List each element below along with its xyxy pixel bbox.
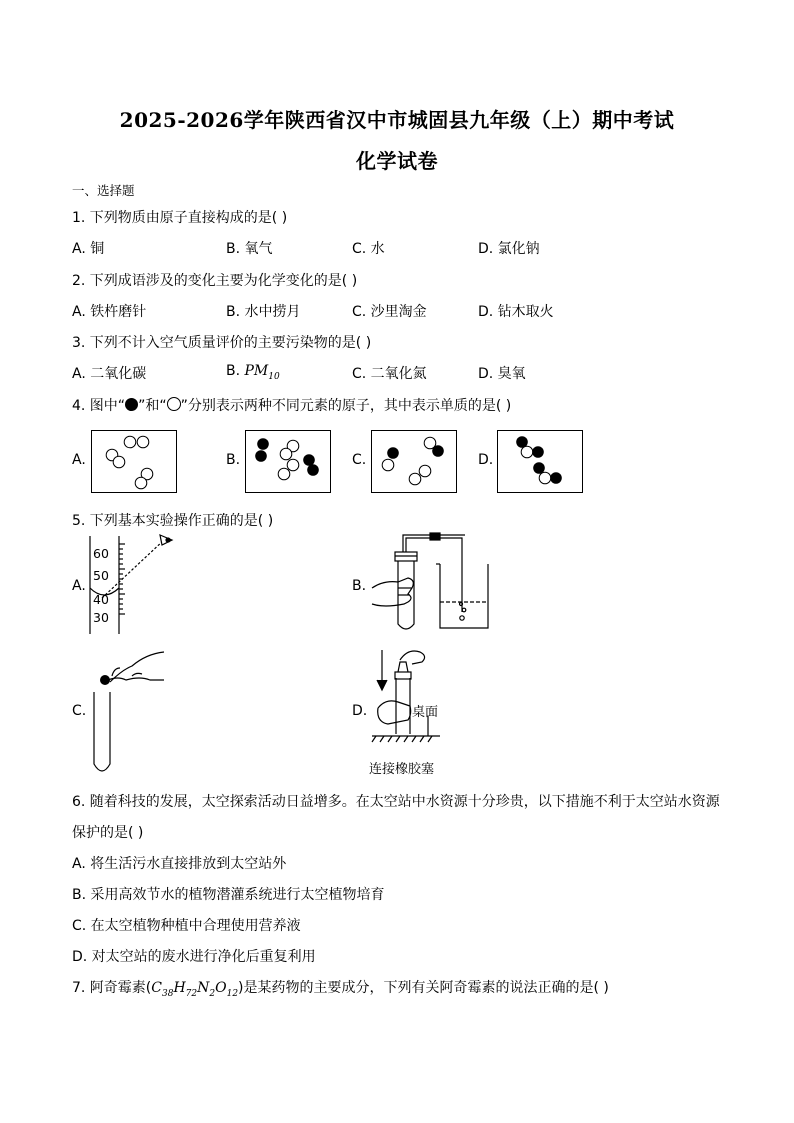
question-1-stem: 1. 下列物质由原子直接构成的是( ) bbox=[72, 210, 288, 226]
question-2-option-a: A. 铁杵磨针 bbox=[72, 304, 147, 320]
exam-subtitle: 化学试卷 bbox=[356, 149, 438, 173]
section-heading: 一、选择题 bbox=[72, 183, 135, 198]
particle-box-d bbox=[497, 430, 583, 493]
stopper-caption: 连接橡胶塞 bbox=[369, 762, 435, 777]
question-4-option-d: D. bbox=[478, 452, 494, 468]
particle-box-c bbox=[371, 430, 457, 493]
exam-title: 2025-2026学年陕西省汉中市城固县九年级（上）期中考试 bbox=[119, 108, 675, 132]
question-6-option-c: C. 在太空植物种植中合理使用营养液 bbox=[72, 918, 301, 934]
question-6-stem-line-2: 保护的是( ) bbox=[72, 825, 144, 841]
question-4-option-a: A. bbox=[72, 452, 86, 468]
question-7-stem: 7. 阿奇霉素$(C_{38}H_{72}N_2O_{12})$是某药物的主要成分，下列有关阿奇霉素的说法正确的是( ) bbox=[72, 980, 609, 999]
question-3-option-b: B. $PM_{10}$ bbox=[226, 363, 280, 382]
cylinder-tick-50: 50 bbox=[93, 568, 109, 583]
question-4-stem: 4. 图中“ ”和“ ”分别表示两种不同元素的原子，其中表示单质的是( ) bbox=[72, 398, 512, 414]
cylinder-tick-40: 40 bbox=[93, 592, 109, 607]
question-1-option-d: D. 氯化钠 bbox=[478, 241, 540, 257]
pm10-formula: PM bbox=[244, 363, 269, 379]
question-1-option-c: C. 水 bbox=[352, 241, 385, 257]
question-6-option-a: A. 将生活污水直接排放到太空站外 bbox=[72, 856, 287, 872]
filled-atom-icon bbox=[125, 398, 138, 411]
question-3-option-a: A. 二氧化碳 bbox=[72, 366, 147, 382]
question-6-stem-line-1: 6. 随着科技的发展，太空探索活动日益增多。在太空站中水资源十分珍贵，以下措施不利于太空站水资源 bbox=[72, 794, 720, 810]
question-2-option-b: B. 水中捞月 bbox=[226, 304, 301, 320]
question-4-option-c: C. bbox=[352, 452, 367, 468]
question-5-option-c: C. bbox=[72, 703, 87, 719]
question-1-option-b: B. 氧气 bbox=[226, 241, 273, 257]
question-3-option-d: D. 臭氧 bbox=[478, 366, 526, 382]
question-6-option-b: B. 采用高效节水的植物潜灌系统进行太空植物培育 bbox=[72, 887, 385, 903]
cylinder-tick-30: 30 bbox=[93, 610, 109, 625]
question-4-option-b: B. bbox=[226, 452, 241, 468]
airtightness-check-figure bbox=[368, 532, 496, 638]
question-5-option-a: A. bbox=[72, 578, 86, 594]
question-6-option-d: D. 对太空站的废水进行净化后重复利用 bbox=[72, 949, 316, 965]
graduated-cylinder-figure bbox=[80, 532, 190, 636]
question-5-option-b: B. bbox=[352, 578, 367, 594]
hollow-atom-icon bbox=[167, 397, 181, 411]
question-3-option-c: C. 二氧化氮 bbox=[352, 366, 427, 382]
question-3-stem: 3. 下列不计入空气质量评价的主要污染物的是( ) bbox=[72, 335, 372, 351]
question-5-stem: 5. 下列基本实验操作正确的是( ) bbox=[72, 513, 274, 529]
question-5-option-d: D. bbox=[352, 703, 368, 719]
azithromycin-formula: $C_{38}H_{72}N_2O_{12}$ bbox=[151, 980, 239, 999]
question-2-option-c: C. 沙里淘金 bbox=[352, 304, 427, 320]
table-label: 桌面 bbox=[412, 705, 439, 720]
rubber-stopper-figure bbox=[368, 644, 448, 748]
test-tube-solid-figure bbox=[86, 640, 170, 780]
particle-box-a bbox=[91, 430, 177, 493]
question-2-stem: 2. 下列成语涉及的变化主要为化学变化的是( ) bbox=[72, 273, 358, 289]
question-1-option-a: A. 铜 bbox=[72, 241, 105, 257]
particle-box-b bbox=[245, 430, 331, 493]
cylinder-tick-60: 60 bbox=[93, 546, 109, 561]
question-2-option-d: D. 钻木取火 bbox=[478, 304, 554, 320]
